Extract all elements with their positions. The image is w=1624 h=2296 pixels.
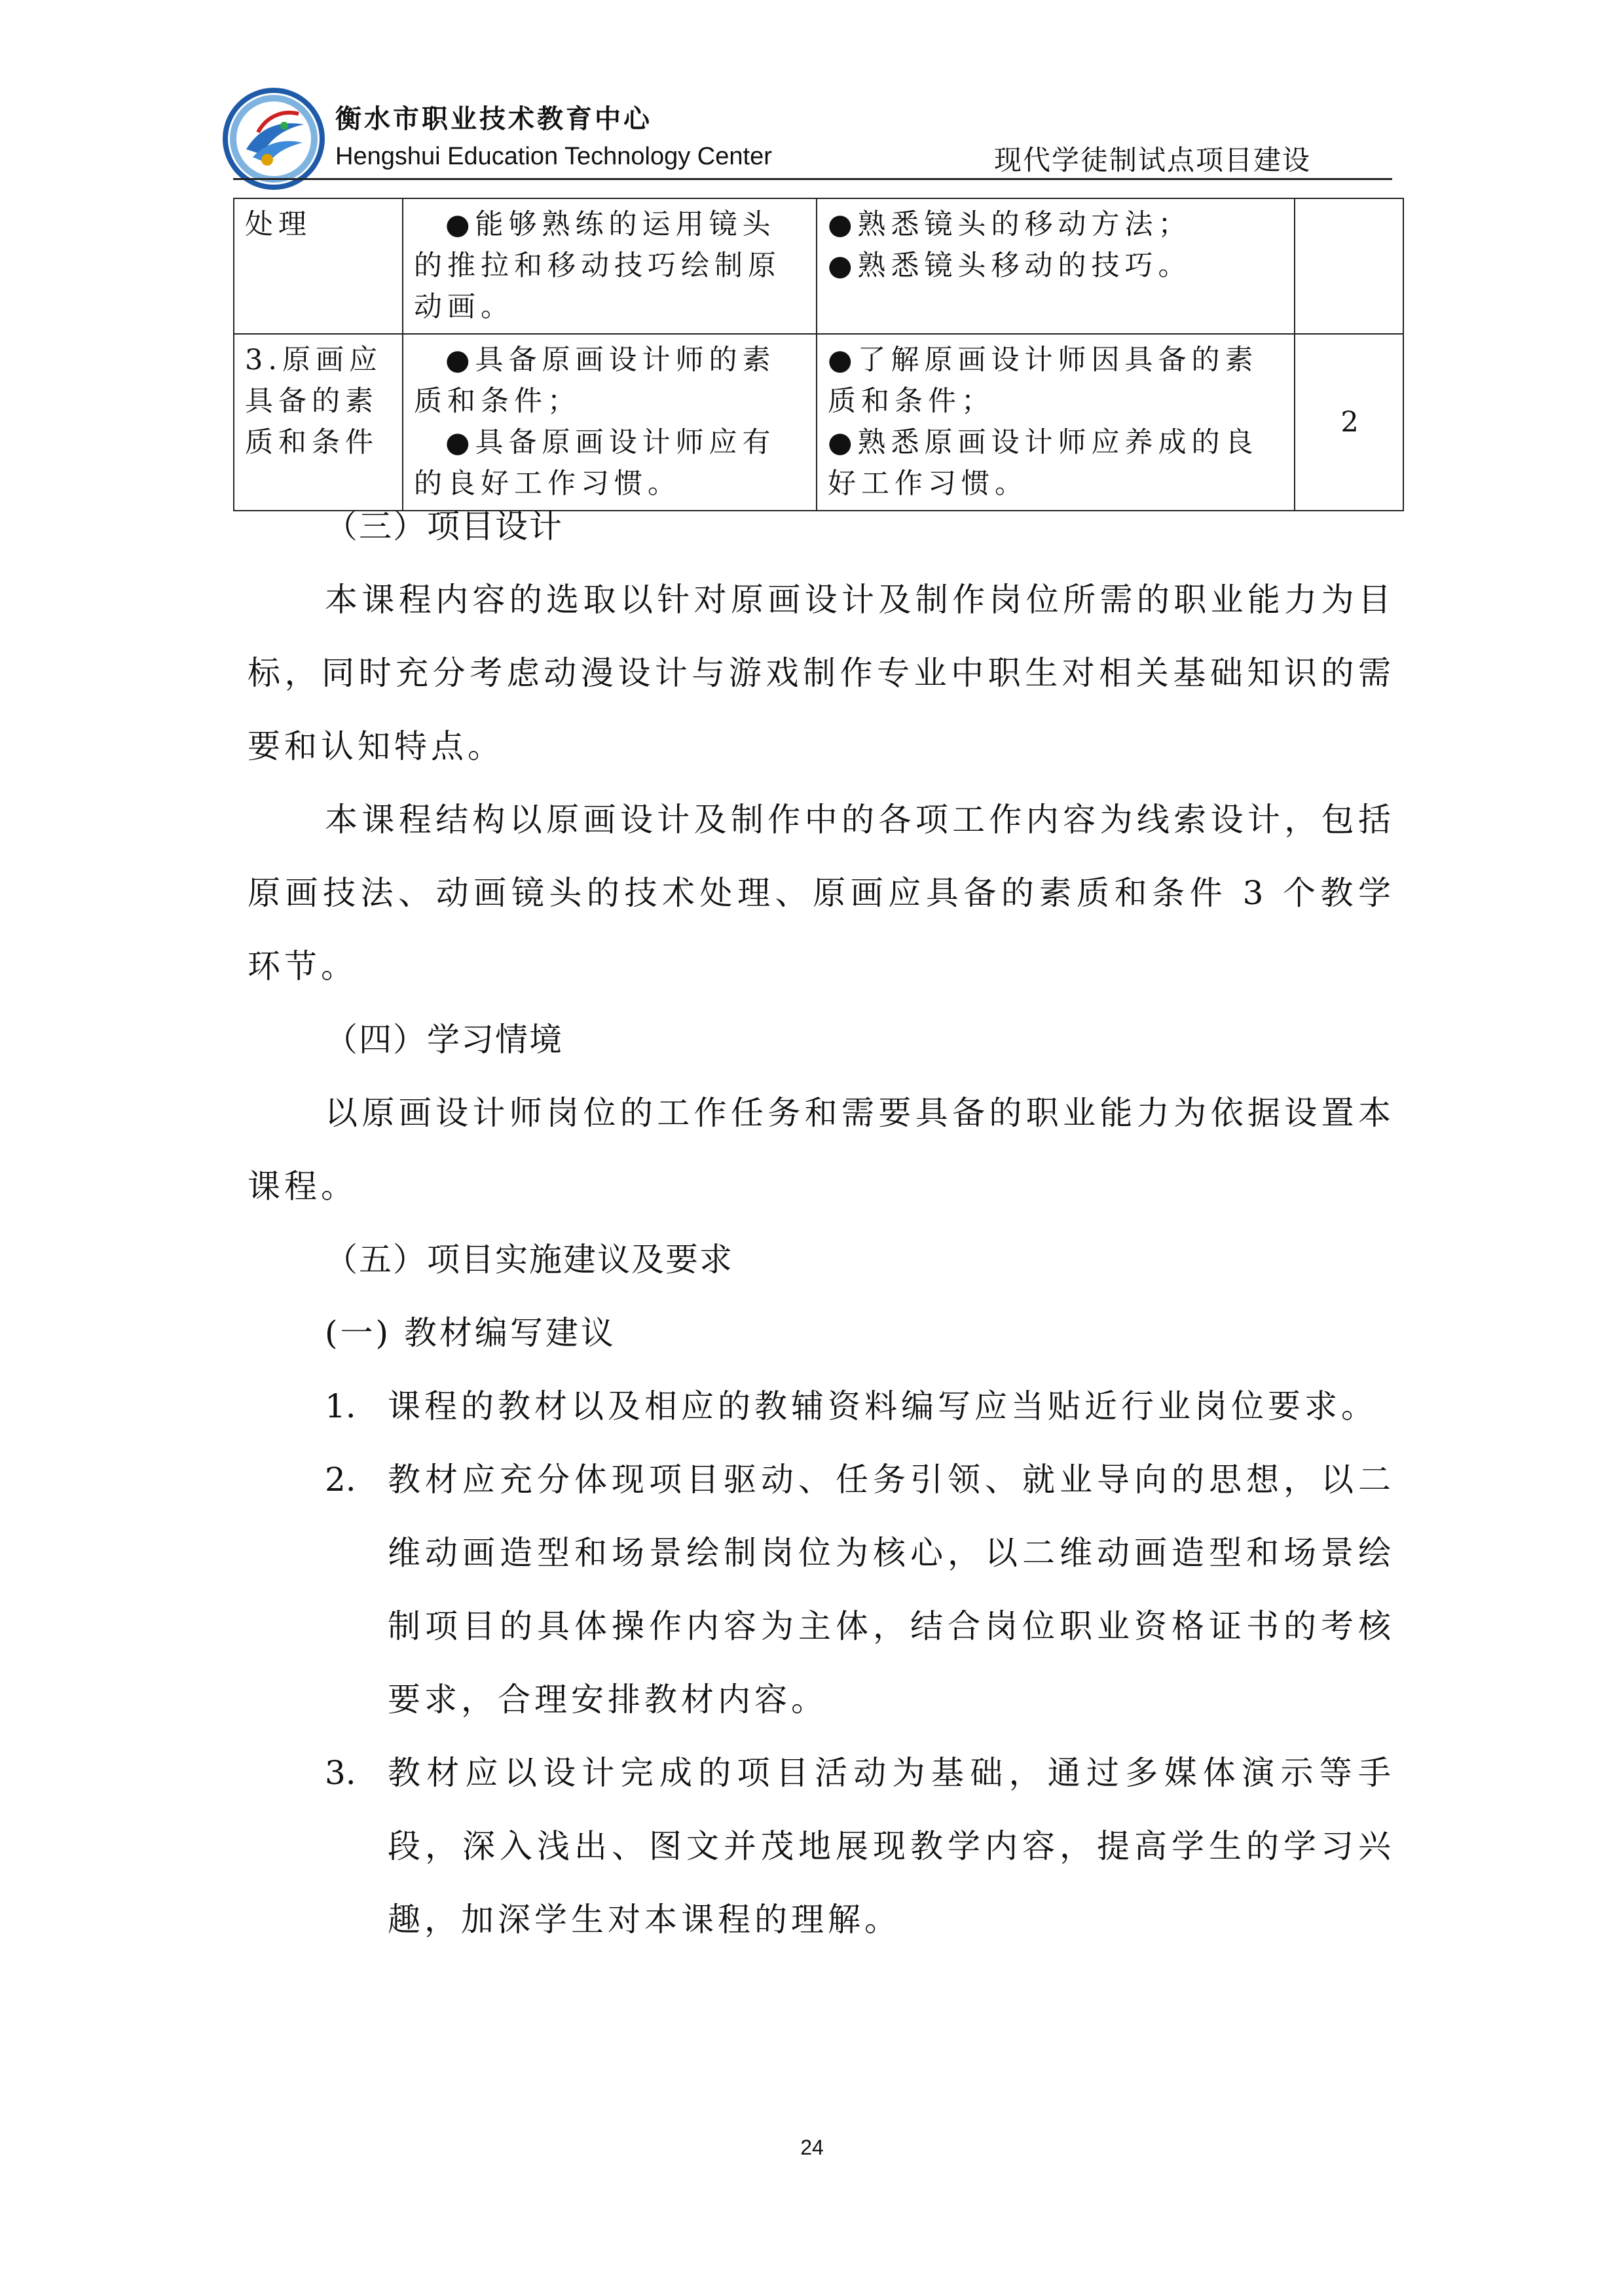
recommendation-list: [248, 1370, 1395, 1956]
paragraph: 本课程结构以原画设计及制作中的各项工作内容为线索设计，包括原画技法、动画镜头的技术处理、原画应具备的素质和条件 3 个教学环节。: [248, 801, 1395, 985]
hours-cell: [1295, 198, 1403, 334]
project-title: 现代学徒制试点项目建设: [994, 144, 1312, 176]
body-content: [248, 490, 1395, 1956]
list-item: 1. 课程的教材以及相应的教辅资料编写应当贴近行业岗位要求。: [325, 1387, 1378, 1425]
course-table: [233, 198, 1404, 511]
table-row: [234, 334, 1403, 511]
organization-name-en: Hengshui Education Technology Center: [335, 143, 772, 170]
knowledge-cell: ●熟悉镜头的移动方法； ●熟悉镜头移动的技巧。: [817, 198, 1295, 334]
list-item: 2. 教材应充分体现项目驱动、任务引领、就业导向的思想，以二维动画造型和场景绘制岗位为核心，以二维动画造型和场景绘制项目的具体操作内容为主体，结合岗位职业资格证书的考核要求，合理安排教材内容。: [325, 1461, 1395, 1719]
knowledge-cell: ●了解原画设计师因具备的素质和条件； ●熟悉原画设计师应养成的良好工作习惯。: [817, 334, 1295, 511]
list-item: 3. 教材应以设计完成的项目活动为基础，通过多媒体演示等手段，深入浅出、图文并茂地展现教学内容，提高学生的学习兴趣，加深学生对本课程的理解。: [325, 1754, 1395, 1939]
subsection-heading-textbook: (一) 教材编写建议: [325, 1314, 616, 1352]
ability-cell: ●具备原画设计师的素质和条件； ●具备原画设计师应有的良好工作习惯。: [403, 334, 817, 511]
paragraph: 本课程内容的选取以针对原画设计及制作岗位所需的职业能力为目标，同时充分考虑动漫设计与游戏制作专业中职生对相关基础知识的需要和认知特点。: [248, 581, 1395, 765]
module-cell: 处理: [234, 198, 403, 334]
organization-name-cn: 衡水市职业技术教育中心: [335, 104, 652, 134]
module-cell: 3.原画应具备的素质和条件: [234, 334, 403, 511]
hours-cell: 2: [1295, 334, 1403, 511]
page-header: [0, 0, 1624, 190]
school-emblem-icon: [221, 86, 326, 191]
section-heading-learning-context: （四）学习情境: [325, 1021, 563, 1059]
header-rule: [233, 178, 1392, 180]
table-row: [234, 198, 1403, 334]
section-heading-project-design: （三）项目设计: [325, 507, 563, 545]
ability-cell: ●能够熟练的运用镜头的推拉和移动技巧绘制原动画。: [403, 198, 817, 334]
paragraph: 以原画设计师岗位的工作任务和需要具备的职业能力为依据设置本课程。: [248, 1094, 1395, 1205]
page-number: 24: [800, 2136, 824, 2159]
section-heading-implementation: （五）项目实施建议及要求: [325, 1241, 733, 1279]
